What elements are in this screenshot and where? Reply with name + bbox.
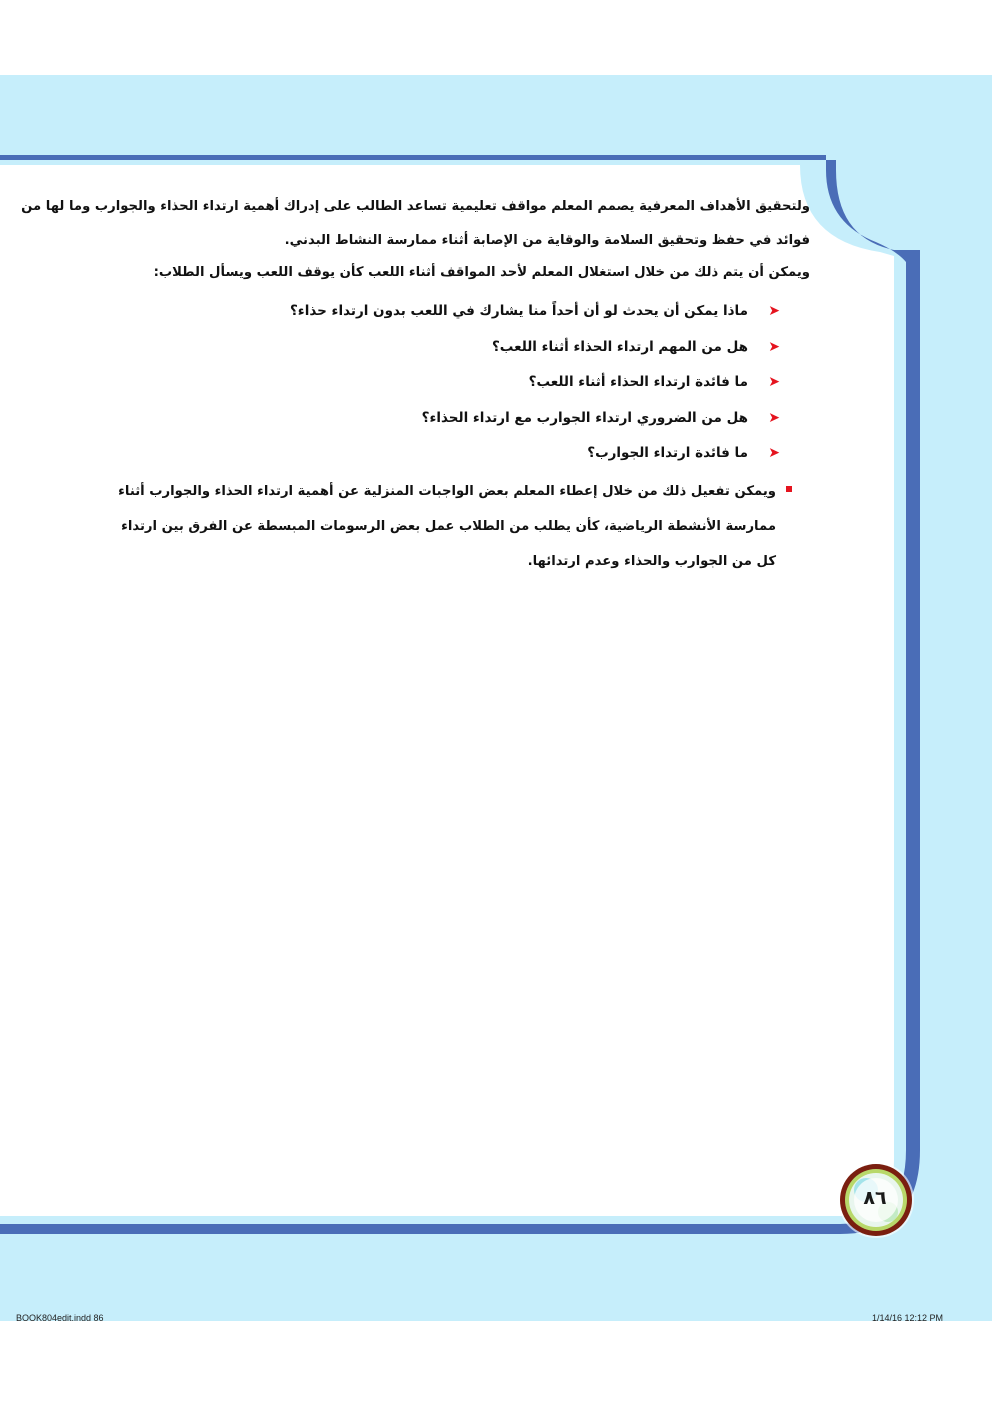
- arrow-bullet-icon: ➤: [768, 303, 780, 319]
- homework-line-1: ويمكن تفعيل ذلك من خلال إعطاء المعلم بعض الواجبات المنزلية عن أهمية ارتداء الحذاء والجوارب أثناء: [118, 483, 776, 499]
- main-content: [21, 190, 810, 579]
- footer-file-info: BOOK804edit.indd 86: [16, 1313, 104, 1323]
- intro-line-2: فوائد في حفظ وتحقيق السلامة والوقاية من الإصابة أثناء ممارسة النشاط البدني.: [284, 233, 810, 248]
- question-text: ماذا يمكن أن يحدث لو أن أحداً منا يشارك في اللعب بدون ارتداء حذاء؟: [289, 303, 748, 319]
- arrow-bullet-icon: ➤: [768, 338, 780, 355]
- list-item: [60, 401, 810, 437]
- question-text: هل من الضروري ارتداء الجوارب مع ارتداء الحذاء؟: [421, 409, 748, 426]
- list-item: [60, 294, 810, 330]
- arrow-bullet-icon: ➤: [768, 374, 780, 390]
- question-text: ما فائدة ارتداء الحذاء أثناء اللعب؟: [528, 374, 748, 390]
- list-item: [60, 330, 810, 366]
- footer-timestamp: 1/14/16 12:12 PM: [872, 1313, 944, 1323]
- arrow-bullet-icon: ➤: [768, 445, 780, 461]
- homework-line-2: ممارسة الأنشطة الرياضية، كأن يطلب من الطلاب عمل بعض الرسومات المبسطة عن الفرق بين ارتداء: [121, 518, 776, 534]
- question-text: ما فائدة ارتداء الجوارب؟: [587, 445, 748, 461]
- question-list: [60, 294, 810, 472]
- intro-line-3: ويمكن أن يتم ذلك من خلال استغلال المعلم لأحد المواقف أثناء اللعب كأن يوقف اللعب ويسأل الطلاب:: [153, 265, 810, 280]
- square-bullet-icon: [786, 486, 792, 492]
- page-number: ٨٦: [863, 1187, 887, 1209]
- list-item: [60, 436, 810, 472]
- question-text: هل من المهم ارتداء الحذاء أثناء اللعب؟: [491, 338, 748, 355]
- homework-line-3: كل من الجوارب والحذاء وعدم ارتدائها.: [527, 553, 776, 569]
- list-item: [60, 365, 810, 401]
- intro-line-1: ولتحقيق الأهداف المعرفية يصمم المعلم مواقف تعليمية تساعد الطالب على إدراك أهمية ارتداء الحذاء والجوارب وما لها من: [21, 199, 810, 214]
- arrow-bullet-icon: ➤: [768, 409, 780, 426]
- homework-paragraph: [60, 474, 810, 579]
